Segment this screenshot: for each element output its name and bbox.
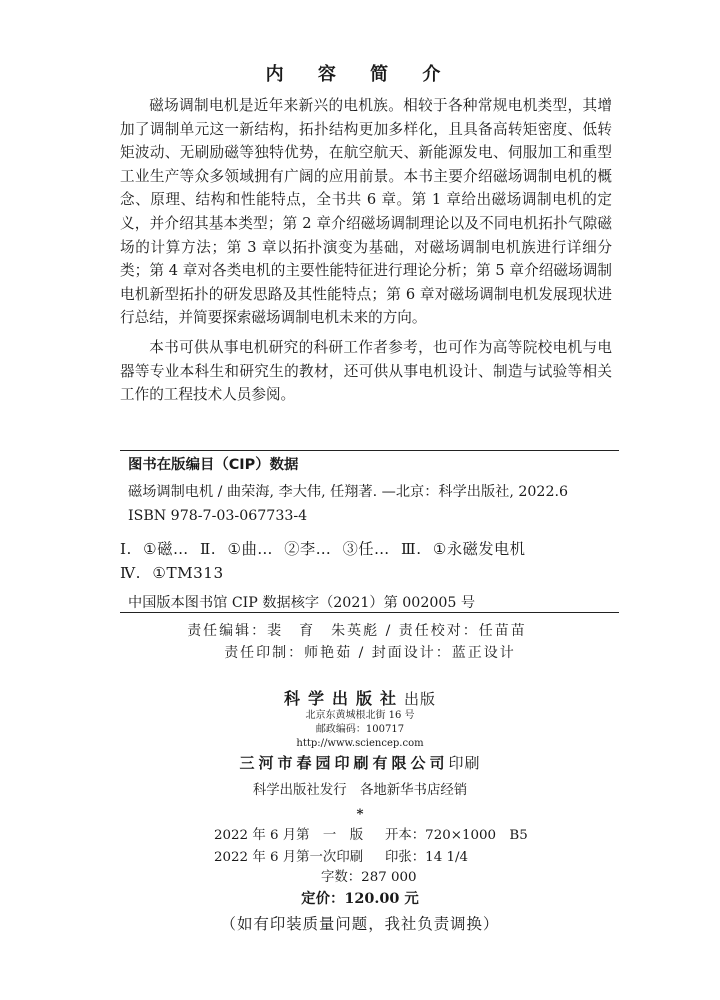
divider-top bbox=[120, 450, 619, 451]
divider-bottom bbox=[120, 612, 619, 613]
staff-line-2: 责任印制：师艳茹 / 封面设计：蓝正设计 bbox=[224, 645, 516, 661]
cip-isbn: ISBN 978-7-03-067733-4 bbox=[128, 508, 308, 524]
staff-line-1: 责任编辑：裴 育 朱英彪 / 责任校对：任苗苗 bbox=[187, 623, 527, 639]
price: 定价：120.00 元 bbox=[301, 890, 419, 907]
page-title: 内 容 简 介 bbox=[265, 64, 455, 85]
printer-line bbox=[0, 752, 720, 773]
printer-suffix: 印刷 bbox=[448, 754, 481, 772]
intro-paragraph-1: 磁场调制电机是近年来新兴的电机族。相较于各种常规电机类型，其增加了调制单元这一新结构，拓扑结构更加多样化，且具备高转矩密度、低转矩波动、无刷励磁等独特优势，在航空航天、新能源发电、伺服加工和重型工业生产等众多领域拥有广阔的应用前景。本书主要介绍磁场调制电机的概念、原理、结构和性能特点，全书共 6 章。第 1 章给出磁场调制电机的定义，并介绍其基本类型；第 2 章介绍磁场调制理论以及不同电机拓扑气隙磁场的计算方法；第 3 章以拓扑演变为基础，对磁场调制电机族进行详细分类；第 4 章对各类电机的主要性能特征进行理论分析；第 5 章介绍磁场调制电机新型拓扑的研发思路及其性能特点；第 6 章对磁场调制电机发展现状进行总结，并简要探索磁场调制电机未来的方向。 bbox=[120, 97, 612, 327]
cip-registration: 中国版本图书馆 CIP 数据核字（2021）第 002005 号 bbox=[128, 595, 476, 611]
cip-bibliographic: 磁场调制电机 / 曲荣海, 李大伟, 任翔著. —北京：科学出版社, 2022.6 bbox=[128, 484, 569, 500]
first-edition: 2022 年 6 月第 一 版 bbox=[214, 828, 364, 843]
cip-classification-1: Ⅰ. ①磁… Ⅱ. ①曲… ②李… ③任… Ⅲ. ①永磁发电机 bbox=[120, 540, 526, 558]
intro-paragraph-2: 本书可供从事电机研究的科研工作者参考，也可作为高等院校电机与电器等专业本科生和研究生的教材，还可供从事电机设计、制造与试验等相关工作的工程技术人员参阅。 bbox=[120, 339, 612, 404]
publisher-name: 科学出版社 bbox=[283, 689, 404, 708]
quality-note: （如有印装质量问题，我社负责调换） bbox=[220, 915, 500, 933]
publisher-url: http://www.sciencep.com bbox=[296, 738, 424, 749]
cip-heading: 图书在版编目（CIP）数据 bbox=[128, 457, 299, 473]
publisher-line bbox=[0, 686, 720, 709]
format: 开本：720×1000 B5 bbox=[385, 828, 528, 843]
printer-name: 三河市春园印刷有限公司 bbox=[239, 754, 449, 772]
sheets: 印张：14 1/4 bbox=[385, 850, 469, 865]
publisher-postcode: 邮政编码：100717 bbox=[315, 724, 405, 735]
first-print: 2022 年 6 月第一次印刷 bbox=[214, 850, 364, 865]
word-count: 字数：287 000 bbox=[321, 870, 417, 885]
distribution: 科学出版社发行 各地新华书店经销 bbox=[252, 783, 468, 798]
publisher-suffix: 出版 bbox=[404, 690, 437, 708]
publisher-address: 北京东黄城根北街 16 号 bbox=[305, 710, 415, 721]
separator-asterisk: * bbox=[356, 806, 364, 822]
cip-classification-2: Ⅳ. ①TM313 bbox=[120, 564, 224, 582]
